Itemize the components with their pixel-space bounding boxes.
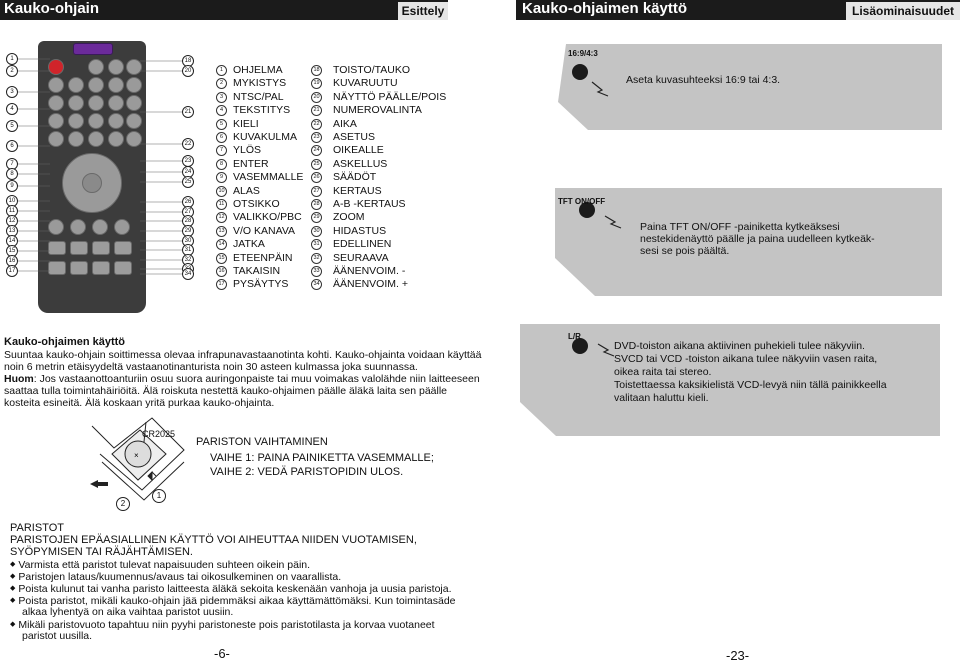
battery-step-1: VAIHE 1: PAINA PAINIKETTA VASEMMALLE; [210,452,434,464]
remote-callout-right: 32 [182,254,194,266]
panel-tft-line-3: sesi se pois päältä. [640,245,730,257]
button-label: NÄYTTÖ PÄÄLLE/POIS [333,90,447,103]
label-number: 13 [216,226,227,237]
button-label: KIELI [233,117,259,130]
label-number: 9 [216,172,227,183]
label-number: 3 [216,92,227,103]
remote-callout-right: 28 [182,215,194,227]
label-number: 17 [216,279,227,290]
label-number: 10 [216,186,227,197]
remote-callout-left: 13 [6,225,18,237]
remote-callout-right: 25 [182,176,194,188]
panel-tft-line-1: Paina TFT ON/OFF -painiketta kytkeäksesi [640,221,840,233]
remote-callout-lines [0,40,200,280]
button-label: ASKELLUS [333,157,388,170]
button-label: ALAS [233,184,260,197]
remote-callout-left: 7 [6,158,18,170]
button-label: TOISTO/TAUKO [333,64,411,76]
warning-bullet-3-text: Poista kulunut tai vanha paristo laitteesta äläkä sekoita keskenään vanhoja ja uusia paristoja. [18,583,452,595]
label-number: 29 [311,212,322,223]
right-header-tag: Lisäominaisuudet [846,2,960,20]
warning-bullet-2-text: Paristojen lataus/kuumennus/avaus tai oikosulkeminen on vaarallista. [18,571,342,583]
usage-line-1: Suuntaa kauko-ohjain soittimessa olevaa infrapunavastaanotinta kohti. Kauko-ohjainta voidaan käyttää [4,349,482,361]
label-number: 15 [216,253,227,264]
panel-lr-line-1: DVD-toiston aikana aktiivinen puhekieli tulee näkyviin. [614,340,865,352]
svg-text:×: × [134,451,139,460]
button-label: AIKA [333,117,357,130]
label-number: 33 [311,266,322,277]
remote-callout-right: 22 [182,138,194,150]
button-label: PYSÄYTYS [233,278,289,291]
warnings-line-1: PARISTOJEN EPÄASIALLINEN KÄYTTÖ VOI AIHEUTTAA NIIDEN VUOTAMISEN, [10,534,417,546]
remote-callout-right: 31 [182,244,194,256]
button-label: VASEMMALLE [233,171,304,184]
warning-bullet-4-text: Poista paristot, mikäli kauko-ohjain jää pidemmäksi aikaa käyttämättömäksi. Kun toimintasäde [18,595,456,607]
remote-callout-right: 30 [182,235,194,247]
button-label: TAKAISIN [233,265,281,277]
button-label: EDELLINEN [333,238,392,251]
label-number: 12 [216,212,227,223]
remote-callout-left: 10 [6,195,18,207]
remote-callout-left: 11 [6,205,18,217]
remote-callout-right: 20 [182,65,194,77]
panel-lr-label: L/R [568,332,581,341]
warning-bullet-4-cont: alkaa lyhentyä on aika vaihtaa paristot uusiin. [22,606,234,618]
button-label: OTSIKKO [233,198,280,210]
remote-callout-left: 2 [6,65,18,77]
button-label: KERTAUS [333,184,382,197]
label-number: 31 [311,239,322,250]
button-label: SÄÄDÖT [333,171,377,184]
button-label: TEKSTITYS [233,104,291,117]
remote-callout-right: 34 [182,268,194,280]
button-label: NUMEROVALINTA [333,104,422,117]
button-label: KUVARUUTU [333,77,398,90]
panel-lr-line-3: oikea raita tai stereo. [614,366,712,378]
remote-callout-right: 23 [182,155,194,167]
button-label: YLÖS [233,144,262,157]
button-label: ENTER [233,157,269,170]
button-label: ZOOM [333,211,365,224]
button-label: ÄÄNENVOIM. - [333,265,406,277]
label-number: 4 [216,105,227,116]
remote-callout-left: 16 [6,255,18,267]
warning-bullet-5-text: Mikäli paristovuoto tapahtuu niin pyyhi paristoneste pois paristotilasta ja korvaa vuotaneet [18,619,435,631]
label-number: 7 [216,145,227,156]
panel-aspect-label: 16:9/4:3 [568,49,598,58]
label-number: 8 [216,159,227,170]
left-header-tag: Esittely [398,2,448,20]
battery-step-1-marker: 1 [152,489,166,503]
panel-tft-label: TFT ON/OFF [558,197,606,206]
panel-tft-line-2: nestekidenäyttö päälle ja paina uudelleen kytkeäk- [640,233,875,245]
label-number: 1 [216,65,227,76]
button-label: OHJELMA [233,64,283,76]
button-label: VALIKKO/PBC [233,211,302,224]
button-label: JATKA [233,238,265,251]
page-number-right: -23- [726,648,750,663]
panel-lr-line-4: Toistettaessa kaksikielistä VCD-levyä niin tällä painikkeella [614,379,887,391]
label-number: 28 [311,199,322,210]
usage-line-2: noin 6 metrin etäisyydeltä vastaanotinanturista noin 30 asteen kulmassa joka suunnassa. [4,361,418,373]
left-header-title: Kauko-ohjain [4,0,100,17]
remote-callout-right: 26 [182,196,194,208]
remote-callout-left: 1 [6,53,18,65]
warning-bullet-5-cont: paristot uusilla. [22,630,93,642]
label-number: 18 [311,65,322,76]
remote-callout-left: 3 [6,86,18,98]
label-number: 27 [311,186,322,197]
battery-cell-label: CR2025 [142,429,176,439]
button-label: ÄÄNENVOIM. + [333,278,408,291]
remote-callout-right: 29 [182,225,194,237]
usage-line-3-text: : Jos vastaanottoanturiin osuu suora auringonpaiste tai muu voimakas valolähde niin laitteeseen [33,373,480,385]
button-label: ASETUS [333,131,376,143]
button-label: ETEENPÄIN [233,251,293,264]
label-number: 2 [216,78,227,89]
button-label: HIDASTUS [333,224,387,237]
panel-lr-line-5: valitaan haluttu kieli. [614,392,709,404]
button-label: KUVAKULMA [233,131,297,143]
label-number: 23 [311,132,322,143]
label-number: 32 [311,253,322,264]
huom-label: Huom [4,373,34,385]
button-label: MYKISTYS [233,77,287,90]
label-number: 24 [311,145,322,156]
label-number: 11 [216,199,227,210]
remote-callout-left: 8 [6,168,18,180]
usage-line-4: saattaa tulla toimintahäiriöitä. Älä roiskuta nestettä kauko-ohjaimen päälle äläkä laita sen päälle [4,385,448,397]
remote-callout-left: 6 [6,140,18,152]
remote-callout-left: 12 [6,215,18,227]
label-number: 16 [216,266,227,277]
button-label: NTSC/PAL [233,90,284,103]
remote-callout-left: 15 [6,245,18,257]
warnings-line-2: SYÖPYMISEN TAI RÄJÄHTÄMISEN. [10,546,193,558]
remote-callout-right: 27 [182,206,194,218]
button-label: OIKEALLE [333,144,384,157]
warning-bullet-1-text: Varmista että paristot tulevat napaisuuden suhteen oikein päin. [18,559,311,571]
button-label: V/O KANAVA [233,224,296,237]
remote-callout-right: 18 [182,55,194,67]
battery-step-2-marker: 2 [116,497,130,511]
label-number: 20 [311,92,322,103]
warnings-title: PARISTOT [10,522,64,534]
remote-callout-right: 24 [182,166,194,178]
label-number: 21 [311,105,322,116]
label-number: 34 [311,279,322,290]
label-number: 26 [311,172,322,183]
remote-callout-left: 9 [6,180,18,192]
right-header-title: Kauko-ohjaimen käyttö [522,0,688,17]
button-label: SEURAAVA [333,251,389,264]
battery-title: PARISTON VAIHTAMINEN [196,436,328,448]
panel-lr-line-2: SVCD tai VCD -toiston aikana tulee näkyviin vasen raita, [614,353,878,365]
remote-callout-left: 17 [6,265,18,277]
panel-aspect-ratio [558,44,942,130]
remote-callout-right: 21 [182,106,194,118]
usage-line-5: kosteita esineitä. Älä koskaan yritä purkaa kauko-ohjainta. [4,397,275,409]
label-number: 14 [216,239,227,250]
usage-title: Kauko-ohjaimen käyttö [4,336,126,348]
label-number: 6 [216,132,227,143]
panel-aspect-text: Aseta kuvasuhteeksi 16:9 tai 4:3. [626,74,781,86]
remote-callout-left: 4 [6,103,18,115]
label-number: 30 [311,226,322,237]
page-number-left: -6- [214,646,230,661]
label-number: 19 [311,78,322,89]
label-number: 22 [311,119,322,130]
label-number: 5 [216,119,227,130]
label-number: 25 [311,159,322,170]
remote-callout-left: 5 [6,120,18,132]
battery-step-2: VAIHE 2: VEDÄ PARISTOPIDIN ULOS. [210,466,404,478]
remote-callout-left: 14 [6,235,18,247]
button-label: A-B -KERTAUS [333,198,406,210]
